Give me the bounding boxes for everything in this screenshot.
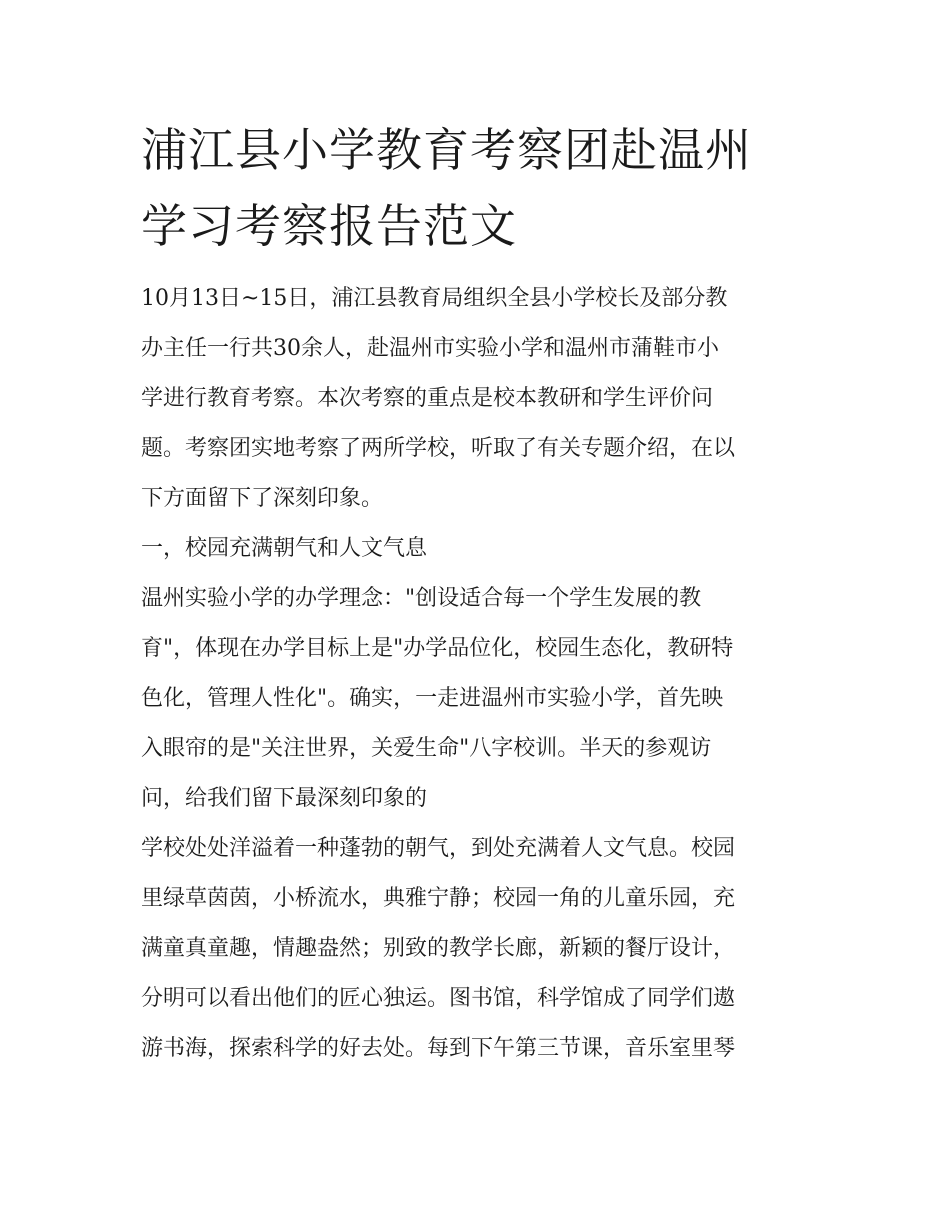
body-line: 色化，管理人性化"。确实，一走进温州市实验小学，首先映 [141,686,724,711]
body-line: 入眼帘的是"关注世界，关爱生命"八字校训。半天的参观访 [141,736,712,761]
title-line-2: 学习考察报告范文 [141,199,517,253]
body-line: 学校处处洋溢着一种蓬勃的朝气，到处充满着人文气息。校园 [141,836,736,861]
body-line: 办主任一行共30余人，赴温州市实验小学和温州市蒲鞋市小 [141,336,719,361]
document-title [141,112,821,274]
body-line: 温州实验小学的办学理念："创设适合每一个学生发展的教 [141,586,702,611]
body-line: 满童真童趣，情趣盎然；别致的教学长廊，新颖的餐厅设计， [141,936,736,961]
body-line: 学进行教育考察。本次考察的重点是校本教研和学生评价问 [141,386,714,411]
title-line-1: 浦江县小学教育考察团赴温州 [141,123,752,177]
document-body [141,274,821,1074]
body-line: 题。考察团实地考察了两所学校，听取了有关专题介绍，在以 [141,436,736,461]
section-heading: 一，校园充满朝气和人文气息 [141,536,428,561]
body-line: 10月13日~15日，浦江县教育局组织全县小学校长及部分教 [141,286,728,311]
body-line: 游书海，探索科学的好去处。每到下午第三节课，音乐室里琴 [141,1036,736,1061]
body-line: 下方面留下了深刻印象。 [141,486,384,511]
body-line: 问，给我们留下最深刻印象的 [141,786,428,811]
document-content [141,112,821,1074]
body-line: 里绿草茵茵，小桥流水，典雅宁静；校园一角的儿童乐园，充 [141,886,736,911]
body-line: 育"，体现在办学目标上是"办学品位化，校园生态化，教研特 [141,636,734,661]
body-line: 分明可以看出他们的匠心独运。图书馆，科学馆成了同学们遨 [141,986,736,1011]
